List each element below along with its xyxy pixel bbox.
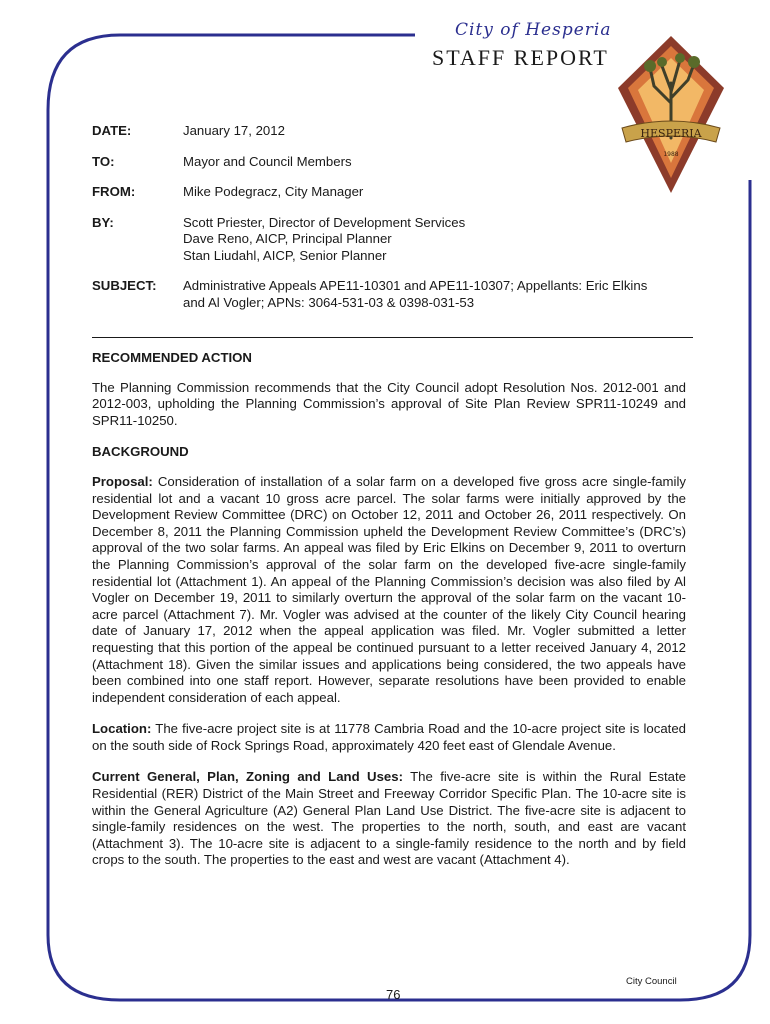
logo-year: 1988 xyxy=(663,151,679,158)
recommended-heading: RECOMMENDED ACTION xyxy=(92,350,252,365)
location-label: Location: xyxy=(92,721,152,737)
city-name: City of Hesperia xyxy=(455,20,612,40)
meta-value xyxy=(183,123,692,140)
meta-label: TO: xyxy=(92,153,115,169)
divider xyxy=(92,337,693,338)
location-paragraph xyxy=(92,721,686,754)
proposal-paragraph xyxy=(92,474,686,706)
recommended-text: The Planning Commission recommends that the City Council adopt Resolution Nos. 2012-001 and 2012-003, upholding the Planning Commission’s approval of Site Plan Review SPR11-10249 and SPR11-10250. xyxy=(92,379,686,428)
meta-value xyxy=(183,215,692,265)
meta-label: BY: xyxy=(92,214,114,230)
meta-value xyxy=(183,278,692,311)
meta-row xyxy=(92,215,692,265)
report-meta xyxy=(92,123,692,325)
meta-value-line: and Al Vogler; APNs: 3064-531-03 & 0398-031-53 xyxy=(183,294,475,310)
background-heading: BACKGROUND xyxy=(92,444,189,460)
page-number: 76 xyxy=(386,987,401,1002)
report-title: STAFF REPORT xyxy=(432,45,609,70)
meta-label: FROM: xyxy=(92,184,136,199)
meta-value-line: Stan Liudahl, AICP, Senior Planner xyxy=(183,247,387,263)
location-text: The five-acre project site is at 11778 Cambria Road and the 10-acre project site is located on the south side of Rock Springs Road, approximately 420 feet east of Glendale Avenue. xyxy=(92,721,686,753)
proposal-text: Consideration of installation of a solar farm on a developed five gross acre single-family residential lot and a vacant 10 gross acre parcel. The solar farms were initially approved by the Development Review Committee (DRC) on October 12, 2011 and October 26, 2011 respectively. On December 8, 2011 the Planning Commission upheld the Development Review Committee’s (DRC’s) approval of the two solar farms. An appeal was filed by Eric Elkins on December 9, 2011 to overturn the Planning Commission’s approval of the solar farm on the developed five-acre single-family residential lot (Attachment 1). An appeal of the Planning Commission’s decision was also filed by Al Vogler on December 19, 2011 to similarly overturn the approval of the solar farm on the vacant 10-acre parcel (Attachment 7). Mr. Vogler was advised at the counter of the likely City Council hearing date of January 17, 2012 when the appeal application was filed. Mr. Vogler submitted a letter requesting that this portion of the appeal be continued pursuant to a letter received January 4, 2012 (Attachment 18). Given the similar issues and applications being considered, the two appeals have been combined into one staff report. However, separate resolutions have been provided to enable independent consideration of each appeal. xyxy=(92,473,686,705)
land-uses-paragraph xyxy=(92,769,686,869)
meta-row xyxy=(92,154,692,171)
meta-value-line: Administrative Appeals APE11-10301 and APE11-10307; Appellants: Eric Elkins xyxy=(183,278,648,293)
report-body xyxy=(92,350,686,884)
logo-text: HESPERIA xyxy=(640,127,702,140)
meta-row xyxy=(92,123,692,140)
meta-value xyxy=(183,184,692,201)
meta-label: SUBJECT: xyxy=(92,278,157,293)
meta-value-line: Mike Podegracz, City Manager xyxy=(183,184,364,199)
meta-row xyxy=(92,184,692,201)
proposal-label: Proposal: xyxy=(92,473,153,489)
footer-council: City Council xyxy=(626,976,677,987)
meta-value-line: Mayor and Council Members xyxy=(183,153,352,169)
meta-label: DATE: xyxy=(92,123,132,138)
meta-value xyxy=(183,154,692,171)
meta-value-line: January 17, 2012 xyxy=(183,123,285,138)
meta-row xyxy=(92,278,692,311)
meta-value-line: Dave Reno, AICP, Principal Planner xyxy=(183,231,392,246)
meta-value-line: Scott Priester, Director of Development Services xyxy=(183,214,466,230)
land-uses-label: Current General, Plan, Zoning and Land Uses: xyxy=(92,769,403,785)
land-uses-text: The five-acre site is within the Rural Estate Residential (RER) District of the Main Street and Freeway Corridor Specific Plan. The 10-acre site is within the General Agriculture (A2) General Plan Land Use District. The five-acre site is adjacent to single-family residences on the west. The properties to the north, south, and east are vacant (Attachment 3). The 10-acre site is adjacent to a single-family residence to the north and by field crops to the south. The properties to the east and west are vacant (Attachment 4). xyxy=(92,769,687,868)
